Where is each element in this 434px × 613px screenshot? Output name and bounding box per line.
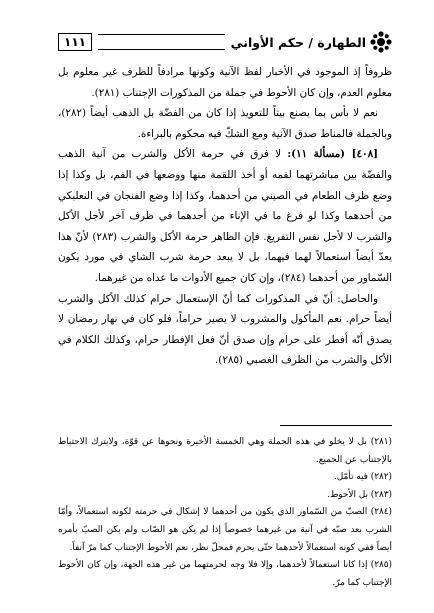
page-header [58, 30, 392, 54]
footnote: (٢٨٢) فيه تأمّل. [333, 472, 392, 483]
header-title: الطهارة / حكم الأواني [230, 34, 366, 50]
conclusion-paragraph: والحاصل: أنّ في المذكورات كما أنّ الإستعمال حرام كذلك الأكل والشرب أيضاً حرام. نعم المأكول والمشروب لا يصير حراماً، فلو كان في نهار رمضان لا يصدق أنّه أفطر على حرام وإن صدق أنّ فعل الإفطار حرام، وكذلك الكلام في الأكل والشرب من الظرف الغصبي (٢٨٥). [58, 292, 392, 367]
footnote: (٢٨١) بل لا يخلو في هذه الجملة وهي الخمسة الأخيرة ونحوها عن قوّة، ولايترك الاحتياط بالإجتناب عن الجميع. [58, 437, 392, 465]
header-rule [98, 34, 225, 50]
paragraph: نعم لا بأس بما يصنع بيتاً للتعويذ إذا كان من الفضّة بل الذهب أيضاً (٢٨٢)، وبالجملة فالمناط صدق الآنية ومع الشكّ فيه محكوم بالبراءة. [58, 107, 392, 140]
footnote-separator [280, 425, 392, 426]
page-number: ١١١ [58, 33, 92, 51]
footnote: (٢٨٥) إذا كانا استعمالاً لأحدهما، وإلا فلا وجه لحرمتهما من غير هذه الجهة، وإن كان الأحوط الإجتناب كما مرّ. [58, 560, 392, 588]
main-text [58, 62, 392, 371]
footnotes [58, 434, 392, 592]
footnote: (٢٨٣) بل الأحوط. [327, 489, 392, 500]
issue-text: لا فرق في حرمة الأكل والشرب من آنية الذهب والفضّة بين مباشرتهما لفمه أو أخذ اللقمة منها ووضعها في الفم، بل وكذا إذا وضع ظرف الطعام في الصيني من أحدهما، وكذا إذا وضع الفنجان في النعلبكي من أحدهما وكذا لو فرغ ما في الإناء من أحدهما في ظرف آخر لأجل الأكل والشرب لا لأجل نفس التفريغ. فإن الظاهر حرمة الأكل والشرب (٢٨٣) لأنّ هذا يعدّ أيضاً استعمالاً لهما فيهما، بل لا يبعد حرمة شرب الشاي في مورد يكون السّماور من أحدهما (٢٨٤)، وإن كان جميع الأدوات ما عداه من غيرهما. [58, 148, 392, 284]
paragraph: ظروفاً إذ الموجود في الأخبار لفظ الآنية وكونها مرادفاً للظرف غير معلوم بل معلوم العدم، وإن كان الأحوط في جملة من المذكورات الإجتناب (٢٨١). [58, 66, 392, 99]
issue-paragraph [58, 144, 392, 288]
issue-heading: [٤٠٨] (مسألة ١١): [287, 148, 378, 161]
footnote: (٢٨٤) الصبّ من السّماور الذي يكون من أحدهما لا إشكال في حرمته لكونه استعمالاً، وأمّا الشرب بعد صبّه في آنية من غيرهما خصوصاً إذا لم يكن هو الصّاب ولم يكن الصبّ بأمره أيضاً ففي كونه استعمالاً لأحدهما حتّى يحرم فمحلّ نظر، نعم الأحوط الإجتناب كما مرّ آنفاً. [58, 507, 392, 553]
ornament-icon [370, 31, 392, 53]
